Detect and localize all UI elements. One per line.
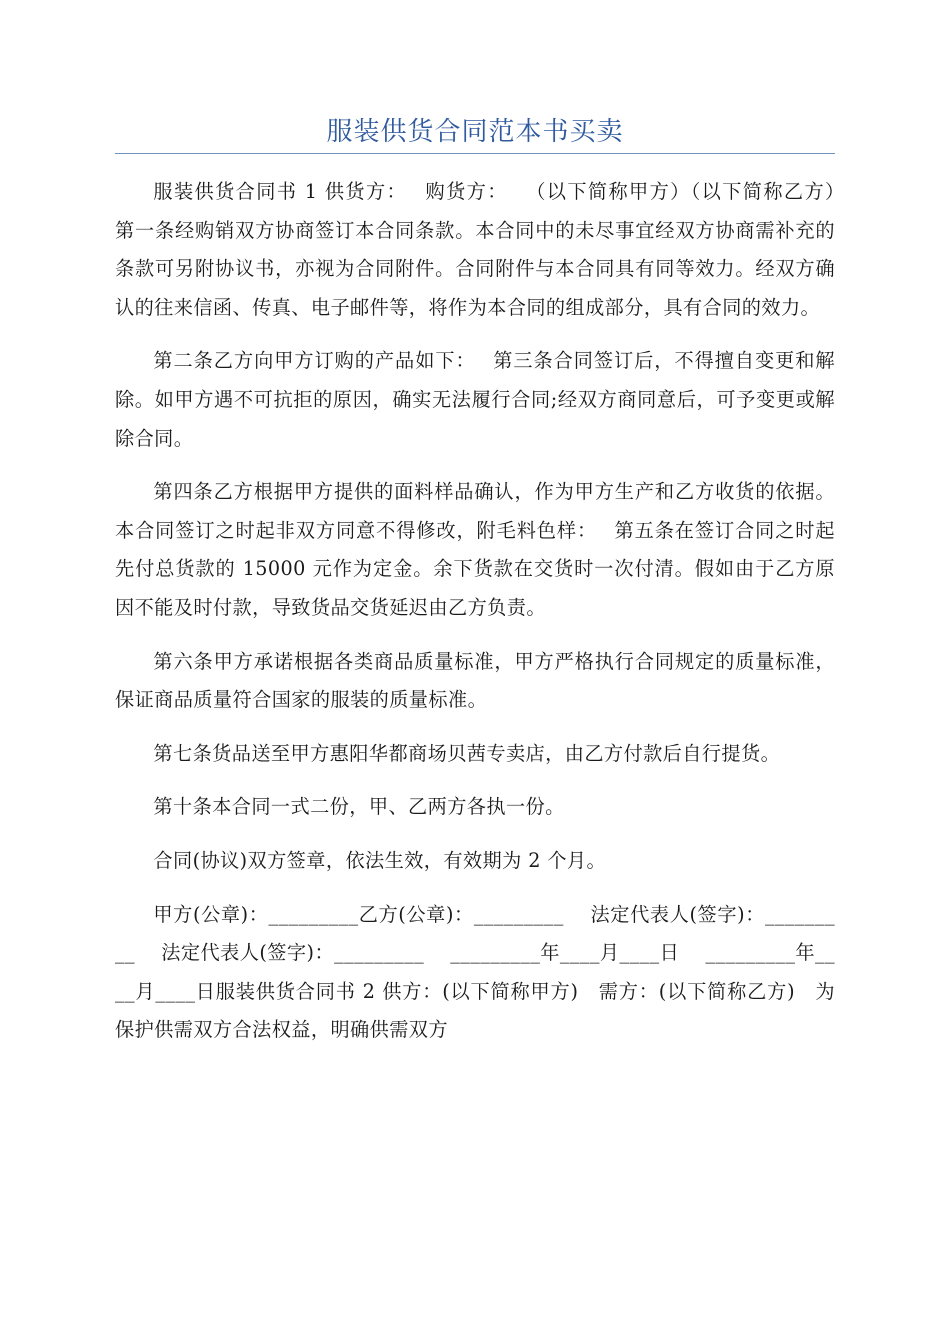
paragraph-5: 第七条货品送至甲方惠阳华都商场贝茜专卖店，由乙方付款后自行提货。: [153, 741, 781, 765]
paragraph-4: 第六条甲方承诺根据各类商品质量标准，甲方严格执行合同规定的质量标准，保证商品质量符合国家的服装的质量标准。: [115, 649, 835, 712]
document-title: 服装供货合同范本书买卖: [326, 117, 624, 147]
paragraph-3: 第四条乙方根据甲方提供的面料样品确认，作为甲方生产和乙方收货的依据。本合同签订之时起非双方同意不得修改，附毛料色样： 第五条在签订合同之时起先付总货款的 15000 元作为定金。余下货款在交货时一次付清。假如由于乙方原因不能及时付款，导致货品交货延迟由乙方负责。: [115, 480, 835, 619]
title-underline: [115, 153, 835, 154]
paragraph-8: 甲方(公章)：_________乙方(公章)：_________ 法定代表人(签字)：_________ 法定代表人(签字)：_________ _________年____月____日 _________年____月____日服装供货合同书 2 供方：(以下简称甲方) 需方：(以下简称乙方) 为保护供需双方合法权益，明确供需双方: [115, 902, 835, 1042]
paragraph-7: 合同(协议)双方签章，依法生效，有效期为 2 个月。: [153, 848, 607, 872]
document-body: [115, 173, 855, 1065]
paragraph-6: 第十条本合同一式二份，甲、乙两方各执一份。: [153, 795, 565, 819]
paragraph-1: 服装供货合同书 1 供货方： 购货方： （以下简称甲方）（以下简称乙方） 第一条经购销双方协商签订本合同条款。本合同中的未尽事宜经双方协商需补充的条款可另附协议书，亦视为合同附件。合同附件与本合同具有同等效力。经双方确认的往来信函、传真、电子邮件等，将作为本合同的组成部分，具有合同的效力。: [115, 180, 855, 319]
paragraph-2: 第二条乙方向甲方订购的产品如下： 第三条合同签订后，不得擅自变更和解除。如甲方遇不可抗拒的原因，确实无法履行合同;经双方商同意后，可予变更或解除合同。: [115, 349, 835, 450]
